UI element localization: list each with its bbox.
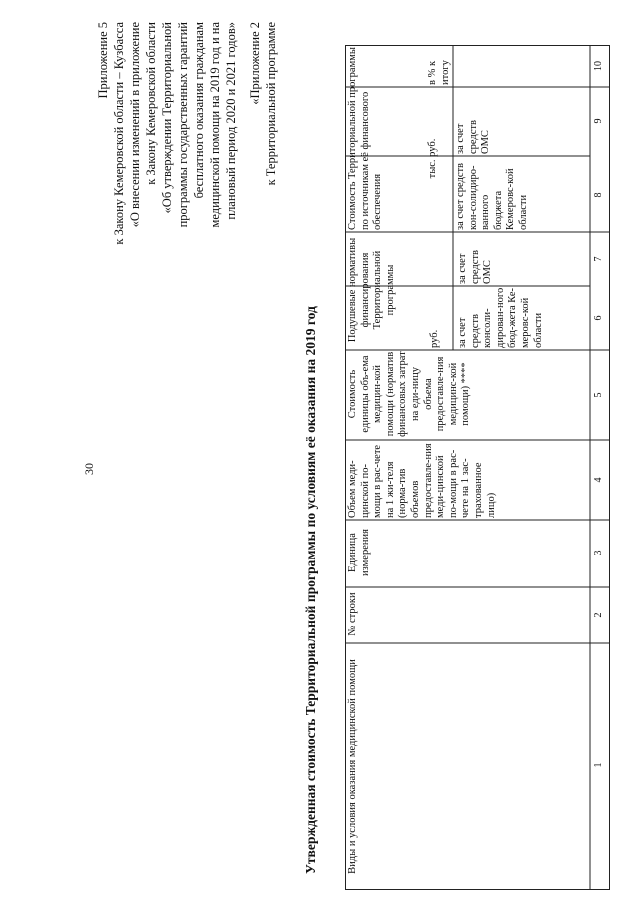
column-number: 6 [593,315,604,321]
column-number: 8 [593,192,604,198]
column-number: 1 [593,762,604,768]
appendix-line: бесплатного оказания гражданам [192,22,206,199]
header-unit-cost: Стоимость единицы объ-ема медицин-кой помощи (норматив финансовых затрат на еди-ницу объема предоставле-ния медицинс-кой помощи) **** [347,351,472,437]
header-total-cost-unit: тыс. руб. [427,138,438,179]
header-volume: Объем меди-цинской по-мощи в рас-чете на 1 жи-теля (норма-тив объемов предоставле-ния меди-цинской по-мощи в рас-чете на 1 зас-трахованное лицо) [347,443,497,518]
appendix-line: медицинской помощи на 2019 год и на [208,22,222,228]
page-number: 30 [82,463,96,475]
header-per-capita-oms: за счет средств ОМС [457,250,494,284]
appendix-line: Приложение 5 [96,22,110,99]
appendix-subline: «Приложение 2 [248,22,262,105]
header-types-of-care: Виды и условия оказания медицинской помощи [347,659,358,874]
appendix-line: «Об утверждении Территориальной [160,22,174,214]
appendix-caption [95,22,279,352]
appendix-line: к Закону Кемеровской области [144,22,158,185]
column-number: 3 [593,550,604,556]
appendix-line: программы государственных гарантий [176,22,190,228]
column-number: 5 [593,392,604,398]
header-per-capita-budget: за счет средств консоли-дирован-ного бюд-жета Ке-меровс-кой области [457,287,544,348]
header-total-cost: Стоимость Территориальной программы по источникам её финансового обеспечения [347,47,384,230]
header-unit: Единица измерения [347,529,371,576]
appendix-line: к Закону Кемеровской области – Кузбасса [112,22,126,245]
header-total-budget: за счет средств кон-солидиро-ванного бюджета Кемеровс-кой области [455,162,529,230]
appendix-line: «О внесении изменений в приложение [128,22,142,228]
header-percent-of-total: в % к итогу [427,60,451,85]
column-number: 7 [593,256,604,262]
column-number: 4 [593,477,604,483]
column-number: 9 [593,118,604,124]
header-total-oms: за счет средств ОМС [455,120,492,154]
header-per-capita-unit: руб. [429,329,440,348]
header-per-capita: Подушевые нормативы финансирования Территориальной программы [347,237,396,343]
column-number: 2 [593,612,604,618]
cost-table [345,45,610,890]
appendix-subline: к Территориальной программе [264,22,278,186]
column-number: 10 [593,61,604,71]
header-row-number: № строки [347,592,358,636]
document-title: Утвержденная стоимость Территориальной программы по условиям её оказания на 2019 год [303,306,318,874]
appendix-line: плановый период 2020 и 2021 годов» [224,22,238,220]
